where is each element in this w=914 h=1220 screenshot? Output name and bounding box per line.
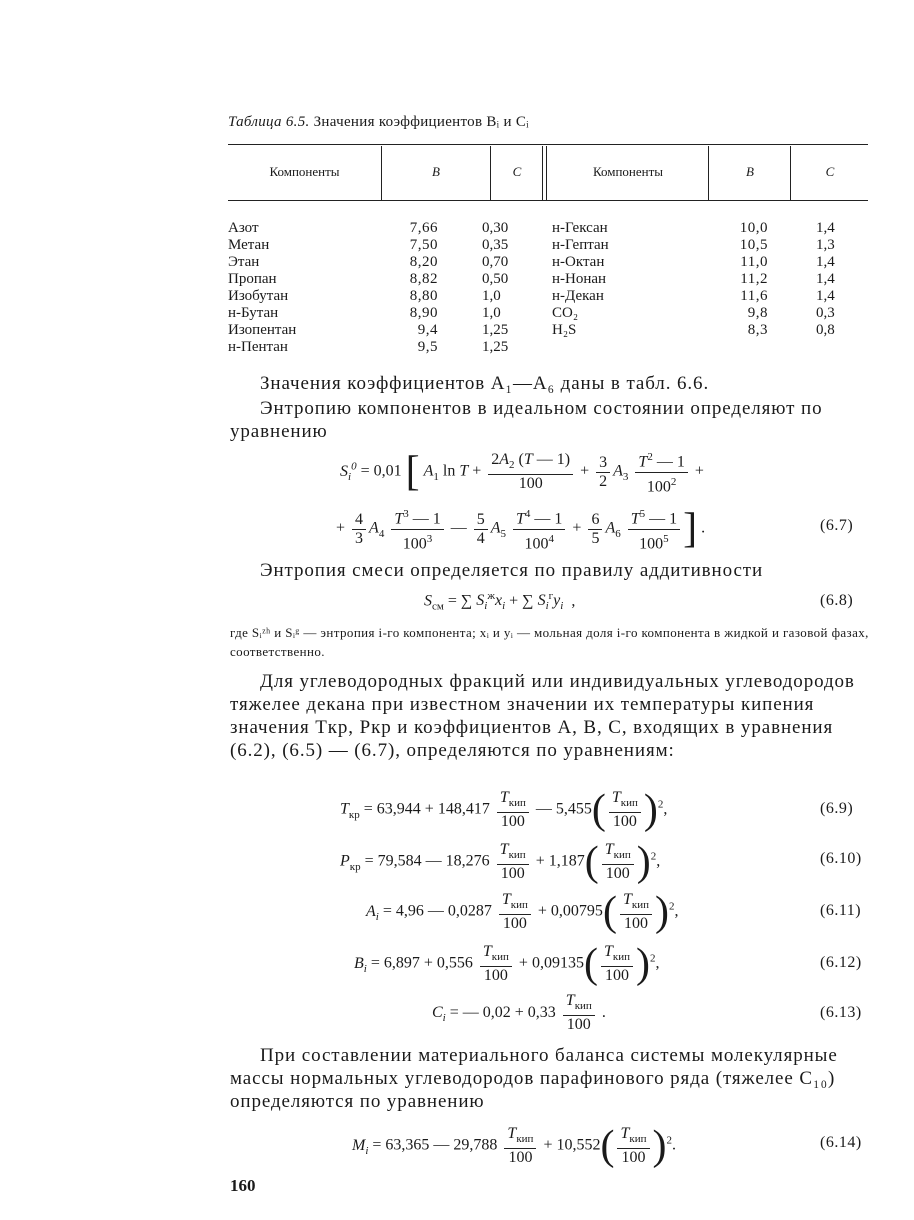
table-cell: н-Бутан [228, 305, 279, 321]
table-cell: Изобутан [228, 288, 289, 304]
table-caption [228, 114, 529, 131]
table-cell: 0,8 [816, 322, 835, 338]
table-cell: Пропан [228, 271, 277, 287]
table-cell: 1,25 [482, 322, 509, 338]
table-cell: 9,8 [747, 305, 768, 321]
table-cell: CO₂ [552, 305, 579, 321]
table-cell: н-Пентан [228, 339, 288, 355]
header-components-left: Компоненты [269, 164, 340, 179]
equation-number: (6.11) [820, 902, 862, 919]
equation-number: (6.14) [820, 1134, 862, 1151]
footnote-definitions: где Sᵢᶻʰ и Sᵢᵍ — энтропия i-го компонента; xᵢ и yᵢ — мольная доля i-го компонента в жидкой и газовой фазах, соответственно. [230, 625, 869, 659]
paragraph-molecular-mass: При составлении материального баланса системы молекулярные массы нормальных углеводородов парафинового ряда (тяжелее C₁₀) определяются по уравнению [230, 1045, 838, 1112]
table-cell: 0,35 [482, 237, 509, 253]
table-cell: 1,4 [816, 220, 835, 236]
table-divider [381, 146, 382, 200]
table-cell: 11,0 [740, 254, 768, 270]
table-cell: Метан [228, 237, 270, 253]
table-cell: Азот [228, 220, 259, 236]
table-cell: 8,3 [747, 322, 768, 338]
table-cell: 9,4 [417, 322, 438, 338]
table-cell: 10,5 [739, 237, 768, 253]
table-cell: 9,5 [417, 339, 438, 355]
paragraph-coefficients-ref: Значения коэффициентов A₁—A₆ даны в табл. 6.6. [260, 373, 710, 394]
header-c-left: C [512, 164, 522, 179]
left-names-column [228, 220, 378, 356]
table-cell: 1,4 [816, 254, 835, 270]
header-components-right: Компоненты [592, 164, 664, 179]
table-cell: H₂S [552, 322, 577, 338]
table-cell: 7,50 [409, 237, 438, 253]
table-cell: 8,20 [409, 254, 438, 270]
table-cell: н-Октан [552, 254, 605, 270]
table-header-rule [228, 200, 868, 201]
table-cell: н-Декан [552, 288, 604, 304]
table-cell: н-Гексан [552, 220, 608, 236]
header-b-right: B [746, 164, 754, 179]
paragraph-heavy-fractions: Для углеводородных фракций или индивидуальных углеводородов тяжелее декана при известном значении их температуры кипения значения Tкр, Pкр и коэффициентов A, B, C, входящих в уравнения (6.2), (6.5) — (6.7), определяются по уравнениям: [230, 671, 855, 761]
table-cell: 8,82 [409, 271, 438, 287]
table-cell: 1,3 [816, 237, 835, 253]
table-divider [708, 146, 709, 200]
table-cell: 8,80 [409, 288, 438, 304]
table-cell: 11,2 [740, 271, 768, 287]
paragraph-mixture-entropy: Энтропия смеси определяется по правилу аддитивности [260, 560, 764, 581]
table-cell: 0,50 [482, 271, 509, 287]
table-cell: 8,90 [409, 305, 438, 321]
equation-number: (6.8) [820, 592, 854, 609]
equation-6-10: $P_{кр} = 79,584$ — 18,276 $\frac{T_{кип}}{100}$ + 1,187( $\frac{T_{кип}}{100}$ )$^2$, [340, 839, 661, 885]
equation-6-12: $B_i = 6,897 + 0,556$ $\frac{T_{кип}}{100}$ + 0,09135( $\frac{T_{кип}}{100}$ )$^2$, [354, 941, 660, 987]
equation-6-13: $C_i$ = — 0,02 + 0,33 $\frac{T_{кип}}{100}$ . [432, 992, 606, 1034]
table-cell: Этан [228, 254, 260, 270]
table-caption-label: Таблица 6.5. [228, 114, 310, 130]
equation-6-7-line1: $S_i^0 = 0,01$ [ $A_1$ ln T + $\frac{2A_2 (T — 1)}{100}$ + $\frac{3}{2}$ $A_3$ $\frac{T^2 — 1}{100^2}$ + [340, 449, 704, 495]
table-divider [490, 146, 491, 200]
table-cell: 10,0 [739, 220, 768, 236]
table-cell: 1,0 [482, 288, 501, 304]
header-c-right: C [825, 164, 835, 179]
table-cell: н-Нонан [552, 271, 607, 287]
table-divider [546, 146, 547, 200]
right-c-column [816, 220, 856, 339]
table-cell: 1,4 [816, 271, 835, 287]
header-b-left: B [432, 164, 440, 179]
table-cell: 1,25 [482, 339, 509, 355]
equation-6-9: $T_{кр} = 63,944 + 148,417$ $\frac{T_{кип}}{100}$ — 5,455( $\frac{T_{кип}}{100}$ )$^2$, [340, 787, 668, 833]
table-cell: Изопентан [228, 322, 297, 338]
equation-6-14: $M_i = 63,365$ — 29,788 $\frac{T_{кип}}{100}$ + 10,552( $\frac{T_{кип}}{100}$ )$^2$. [352, 1123, 677, 1169]
equation-number: (6.10) [820, 850, 862, 867]
equation-number: (6.13) [820, 1004, 862, 1021]
left-b-column [378, 220, 438, 356]
table-cell: 1,0 [482, 305, 501, 321]
equation-number: (6.9) [820, 800, 854, 817]
table-caption-text: Значения коэффициентов Bᵢ и Cᵢ [313, 114, 529, 130]
paragraph-entropy-intro: Энтропию компонентов в идеальном состоянии определяют по уравнению [230, 398, 823, 442]
table-cell: 0,70 [482, 254, 509, 270]
table-divider [790, 146, 791, 200]
table-cell: н-Гептан [552, 237, 609, 253]
equation-number: (6.7) [820, 517, 854, 534]
right-b-column [710, 220, 768, 339]
page-number: 160 [230, 1176, 256, 1195]
table-cell: 0,30 [482, 220, 509, 236]
table-divider [542, 146, 543, 200]
table-cell: 0,3 [816, 305, 835, 321]
table-cell: 11,6 [740, 288, 768, 304]
left-c-column [482, 220, 542, 356]
equation-6-7-line2: + $\frac{4}{3}$ $A_4$ $\frac{T^3 — 1}{100^3}$ — $\frac{5}{4}$ $A_5$ $\frac{T^4 — 1}{100^4}$ + $\frac{6}{5}$ $A_6$ $\frac{T^5 — 1}{100^5}$ ] . [336, 506, 706, 552]
equation-6-8: $S_{см}$ = ∑ $S_i^жx_i$ + ∑ $S_i^гy_i$ , [424, 590, 576, 613]
equation-6-11: $A_i = 4,96$ — 0,0287 $\frac{T_{кип}}{100}$ + 0,00795( $\frac{T_{кип}}{100}$ )$^2$, [366, 889, 679, 935]
equation-number: (6.12) [820, 954, 862, 971]
table-cell: 1,4 [816, 288, 835, 304]
table-top-rule [228, 144, 868, 145]
table-cell: 7,66 [409, 220, 438, 236]
right-names-column [552, 220, 702, 339]
